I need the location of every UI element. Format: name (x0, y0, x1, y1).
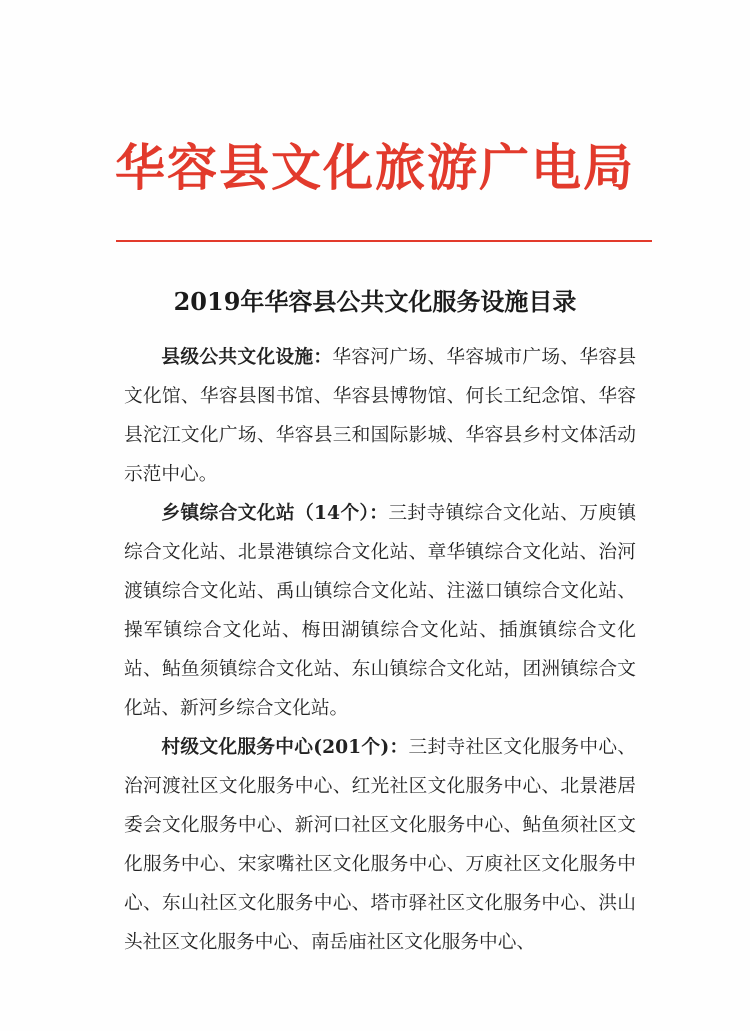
document-body (124, 338, 636, 962)
letterhead-divider (116, 240, 652, 242)
paragraph-text: 华容河广场、华容城市广场、华容县文化馆、华容县图书馆、华容县博物馆、何长工纪念馆、华容县沱江文化广场、华容县三和国际影城、华容县乡村文体活动示范中心。 (124, 347, 637, 485)
paragraph-county-facilities (124, 338, 636, 494)
paragraph-lead: 县级公共文化设施： (161, 346, 333, 368)
paragraph-text: 三封寺镇综合文化站、万庾镇综合文化站、北景港镇综合文化站、章华镇综合文化站、治河渡镇综合文化站、禹山镇综合文化站、注滋口镇综合文化站、操军镇综合文化站、梅田湖镇综合文化站、插旗镇综合文化站、鲇鱼须镇综合文化站、东山镇综合文化站，团洲镇综合文化站、新河乡综合文化站。 (124, 503, 637, 719)
paragraph-village-centers (124, 728, 636, 962)
agency-letterhead: 华容县文化旅游广电局 (115, 139, 635, 197)
paragraph-lead: 村级文化服务中心(201个)： (161, 736, 409, 758)
paragraph-lead: 乡镇综合文化站（14个）： (161, 502, 389, 524)
paragraph-text: 三封寺社区文化服务中心、治河渡社区文化服务中心、红光社区文化服务中心、北景港居委会文化服务中心、新河口社区文化服务中心、鲇鱼须社区文化服务中心、宋家嘴社区文化服务中心、万庾社区文化服务中心、东山社区文化服务中心、塔市驿社区文化服务中心、洪山头社区文化服务中心、南岳庙社区文化服务中心、 (124, 737, 636, 953)
paragraph-township-stations (124, 494, 636, 728)
document-title: 2019年华容县公共文化服务设施目录 (173, 287, 577, 316)
